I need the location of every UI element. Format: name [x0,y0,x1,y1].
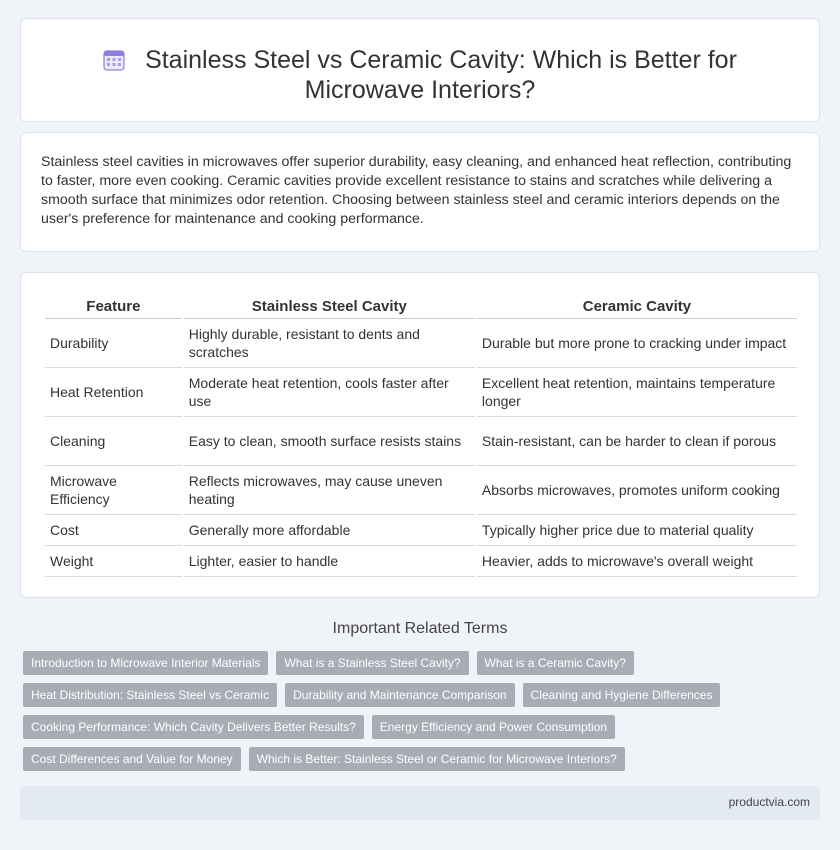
table-row [45,319,797,368]
tag-row [23,715,823,739]
table-cell: Heat Retention [45,368,182,417]
table-row [45,546,797,577]
table-cell: Moderate heat retention, cools faster after use [184,368,475,417]
table-cell: Durability [45,319,182,368]
table-cell: Durable but more prone to cracking under impact [477,319,797,368]
related-tag[interactable]: Cooking Performance: Which Cavity Delivers Better Results? [23,715,364,739]
comparison-card [20,272,820,598]
related-tag[interactable]: What is a Stainless Steel Cavity? [276,651,468,675]
related-terms-tags [23,651,823,779]
title-card [20,18,820,122]
table-cell: Lighter, easier to handle [184,546,475,577]
table-cell: Heavier, adds to microwave's overall weight [477,546,797,577]
related-tag[interactable]: Energy Efficiency and Power Consumption [372,715,615,739]
related-terms-title: Important Related Terms [332,620,508,637]
comparison-table [43,297,799,577]
related-tag[interactable]: Heat Distribution: Stainless Steel vs Ceramic [23,683,277,707]
table-row [45,515,797,546]
related-tag[interactable]: Cleaning and Hygiene Differences [523,683,721,707]
page-title: Stainless Steel vs Ceramic Cavity: Which is Better for Microwave Interiors? [145,46,737,104]
header-feature: Feature [45,297,182,319]
table-cell: Easy to clean, smooth surface resists stains [184,417,475,466]
header-stainless: Stainless Steel Cavity [184,297,475,319]
table-cell: Generally more affordable [184,515,475,546]
table-cell: Highly durable, resistant to dents and scratches [184,319,475,368]
table-cell: Cost [45,515,182,546]
related-tag[interactable]: Durability and Maintenance Comparison [285,683,514,707]
header-ceramic: Ceramic Cavity [477,297,797,319]
calendar-grid-icon [103,49,125,71]
footer [20,786,820,820]
intro-text: Stainless steel cavities in microwaves offer superior durability, easy cleaning, and enhanced heat reflection, contributing to faster, more even cooking. Ceramic cavities provide excellent resistance to stains and scratches while delivering a smooth surface that minimizes odor retention. Choosing between stainless steel and ceramic interiors depends on the user's preference for maintenance and cooking performance. [41,154,792,227]
table-cell: Cleaning [45,417,182,466]
table-cell: Weight [45,546,182,577]
related-tag[interactable]: What is a Ceramic Cavity? [477,651,634,675]
table-row [45,368,797,417]
table-row [45,417,797,466]
related-tag[interactable]: Cost Differences and Value for Money [23,747,241,771]
tag-row [23,747,823,771]
table-cell: Excellent heat retention, maintains temperature longer [477,368,797,417]
tag-row [23,651,823,675]
related-tag[interactable]: Which is Better: Stainless Steel or Ceramic for Microwave Interiors? [249,747,625,771]
table-cell: Reflects microwaves, may cause uneven heating [184,466,475,515]
table-cell: Absorbs microwaves, promotes uniform cooking [477,466,797,515]
table-row [45,466,797,515]
table-cell: Stain-resistant, can be harder to clean if porous [477,417,797,466]
page-title-wrap [21,45,819,105]
table-cell: Typically higher price due to material quality [477,515,797,546]
tag-row [23,683,823,707]
footer-site[interactable]: productvia.com [728,795,810,809]
related-tag[interactable]: Introduction to Microwave Interior Materials [23,651,268,675]
intro-card [20,132,820,252]
table-cell: Microwave Efficiency [45,466,182,515]
